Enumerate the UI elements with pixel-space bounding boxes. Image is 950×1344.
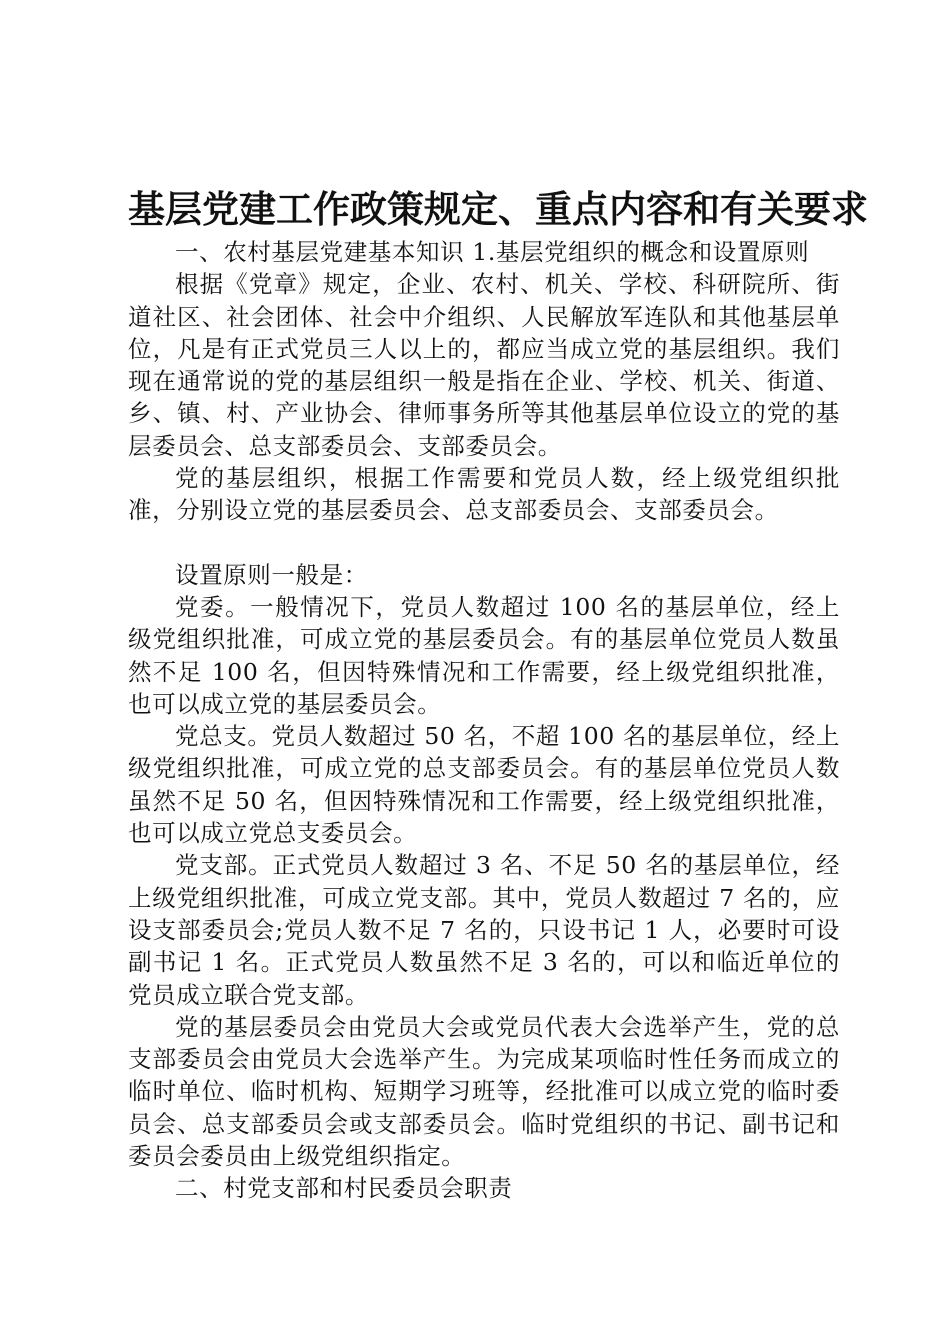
document-body [128,236,840,1205]
paragraph-party-constitution: 根据《党章》规定，企业、农村、机关、学校、科研院所、街道社区、社会团体、社会中介组织、人民解放军连队和其他基层单位，凡是有正式党员三人以上的，都应当成立党的基层组织。我们现在通常说的党的基层组织一般是指在企业、学校、机关、街道、乡、镇、村、产业协会、律师事务所等其他基层单位设立的党的基层委员会、总支部委员会、支部委员会。 [128,270,840,460]
paragraph-party-committee: 党委。一般情况下，党员人数超过 100 名的基层单位，经上级党组织批准，可成立党的基层委员会。有的基层单位党员人数虽然不足 100 名，但因特殊情况和工作需要，经上级党组织批准，也可以成立党的基层委员会。 [128,592,840,718]
paragraph-election: 党的基层委员会由党员大会或党员代表大会选举产生，党的总支部委员会由党员大会选举产生。为完成某项临时性任务而成立的临时单位、临时机构、短期学习班等，经批准可以成立党的临时委员会、总支部委员会或支部委员会。临时党组织的书记、副书记和委员会委员由上级党组织指定。 [128,1012,840,1171]
paragraph-basic-organization: 党的基层组织，根据工作需要和党员人数，经上级党组织批准，分别设立党的基层委员会、总支部委员会、支部委员会。 [128,464,840,525]
paragraph-spacer [128,527,840,559]
paragraph-party-branch: 党支部。正式党员人数超过 3 名、不足 50 名的基层单位，经上级党组织批准，可成立党支部。其中，党员人数超过 7 名的，应设支部委员会;党员人数不足 7 名的，只设书记 1 人，必要时可设副书记 1 名。正式党员人数虽然不足 3 名的，可以和临近单位的党员成立联合党支部。 [128,851,840,1009]
document-title: 基层党建工作政策规定、重点内容和有关要求 [128,187,868,231]
section-heading-1: 一、农村基层党建基本知识 1.基层党组织的概念和设置原则 [175,238,810,266]
section-heading-2: 二、村党支部和村民委员会职责 [175,1174,513,1203]
paragraph-setting-principles: 设置原则一般是： [175,560,368,589]
paragraph-general-branch: 党总支。党员人数超过 50 名，不超 100 名的基层单位，经上级党组织批准，可成立党的总支部委员会。有的基层单位党员人数虽然不足 50 名，但因特殊情况和工作需要，经上级党组织批准，也可以成立党总支委员会。 [128,722,840,848]
